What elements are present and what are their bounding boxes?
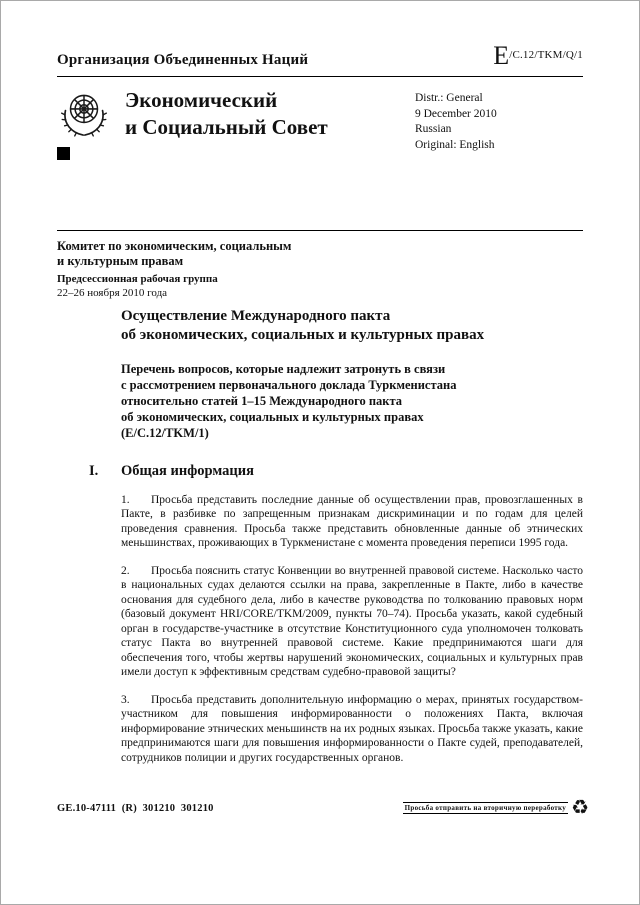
paragraph-2 <box>121 564 583 680</box>
document-title-line2: об экономических, социальных и культурных правах <box>121 326 485 343</box>
section-heading <box>89 462 583 480</box>
session-dates: 22–26 ноября 2010 года <box>57 286 168 299</box>
paragraph-2-number: 2. <box>121 564 130 577</box>
document-subtitle-line5: (E/C.12/TKM/1) <box>121 425 209 440</box>
document-footer <box>57 798 589 818</box>
masthead <box>57 85 583 153</box>
section-number: I. <box>89 462 99 479</box>
paragraph-3-text: Просьба представить дополнительную информацию о мерах, принятых государством-участником для повышения информированности о положениях Пакта, включая информирование этнических меньшинств на их родных языках. Просьба также указать, какие предпринимаются шаги для повышения информированности о Пакте судей, преподавателей, сотрудников полиции и других государственных органов. <box>121 693 583 764</box>
paragraph-3 <box>121 693 583 766</box>
committee-block <box>57 239 291 300</box>
paragraph-1-text: Просьба представить последние данные об осуществлении прав, провозглашенных в Пакте, в разбивке по запрещенным признакам дискриминации и по годам для целей проведения сравнения. Просьба также представить обновленные данные об этнических меньшинствах, проживающих в Туркменистане с момента проведения переписи 1995 года. <box>121 493 583 549</box>
document-title-line1: Осуществление Международного пакта <box>121 308 391 324</box>
original-language-line: Original: English <box>415 138 495 151</box>
document-subtitle <box>121 361 583 441</box>
recycle-icon: ♻ <box>571 797 589 819</box>
recycle-notice <box>403 798 589 818</box>
document-symbol-rest: /C.12/TKM/Q/1 <box>509 49 583 61</box>
date-line: 9 December 2010 <box>415 107 497 120</box>
distribution-info <box>415 85 583 153</box>
black-square-marker <box>57 147 70 160</box>
committee-name-line1: Комитет по экономическим, социальным <box>57 239 292 253</box>
working-group-name: Предсессионная рабочая группа <box>57 272 218 285</box>
paragraph-2-text: Просьба пояснить статус Конвенции во внутренней правовой системе. Насколько часто в национальных судах делаются ссылки на права, закрепленные в Пакте, либо в качестве основания для судебного дела, либо в качестве руководства по толкованию правовых норм (базовый документ HRI/CORE/TKM/2009, пункты 70–74). Просьба указать, какой судебный орган в государстве-участнике в отсутствие Конституционного суда уполномочен толковать статус Пакта во внутренней правовой системе. Какие предпринимаются шаги для обеспечения того, чтобы жертвы нарушений экономических, социальных и культурных прав имели доступ к эффективным средствам судебно-правовой защиты? <box>121 564 583 678</box>
document-symbol <box>493 43 583 69</box>
document-subtitle-line3: относительно статей 1–15 Международного пакта <box>121 393 403 408</box>
document-header <box>57 43 583 77</box>
organization-name: Организация Объединенных Наций <box>57 52 309 68</box>
document-title <box>121 307 583 345</box>
document-symbol-letter: E <box>493 41 510 70</box>
committee-name-line2: и культурным правам <box>57 254 184 269</box>
distr-line: Distr.: General <box>415 92 483 104</box>
document-subtitle-line2: с рассмотрением первоначального доклада Туркменистана <box>121 377 457 392</box>
paragraph-3-number: 3. <box>121 693 130 706</box>
document-body <box>89 307 583 777</box>
document-reference-number: GE.10-47111 (R) 301210 301210 <box>57 802 214 814</box>
un-emblem-icon <box>57 87 111 141</box>
paragraph-1-number: 1. <box>121 493 130 506</box>
council-title-line2: и Социальный Совет <box>125 114 328 139</box>
section-divider-rule <box>57 230 583 231</box>
language-line: Russian <box>415 123 452 136</box>
council-title <box>125 85 328 153</box>
paragraph-1 <box>121 493 583 551</box>
section-title: Общая информация <box>121 462 254 479</box>
recycle-notice-text: Просьба отправить на вторичную переработку <box>404 804 567 812</box>
document-subtitle-line4: об экономических, социальных и культурных правах <box>121 409 424 424</box>
document-subtitle-line1: Перечень вопросов, которые надлежит затронуть в связи <box>121 361 446 376</box>
council-title-line1: Экономический <box>125 88 278 112</box>
